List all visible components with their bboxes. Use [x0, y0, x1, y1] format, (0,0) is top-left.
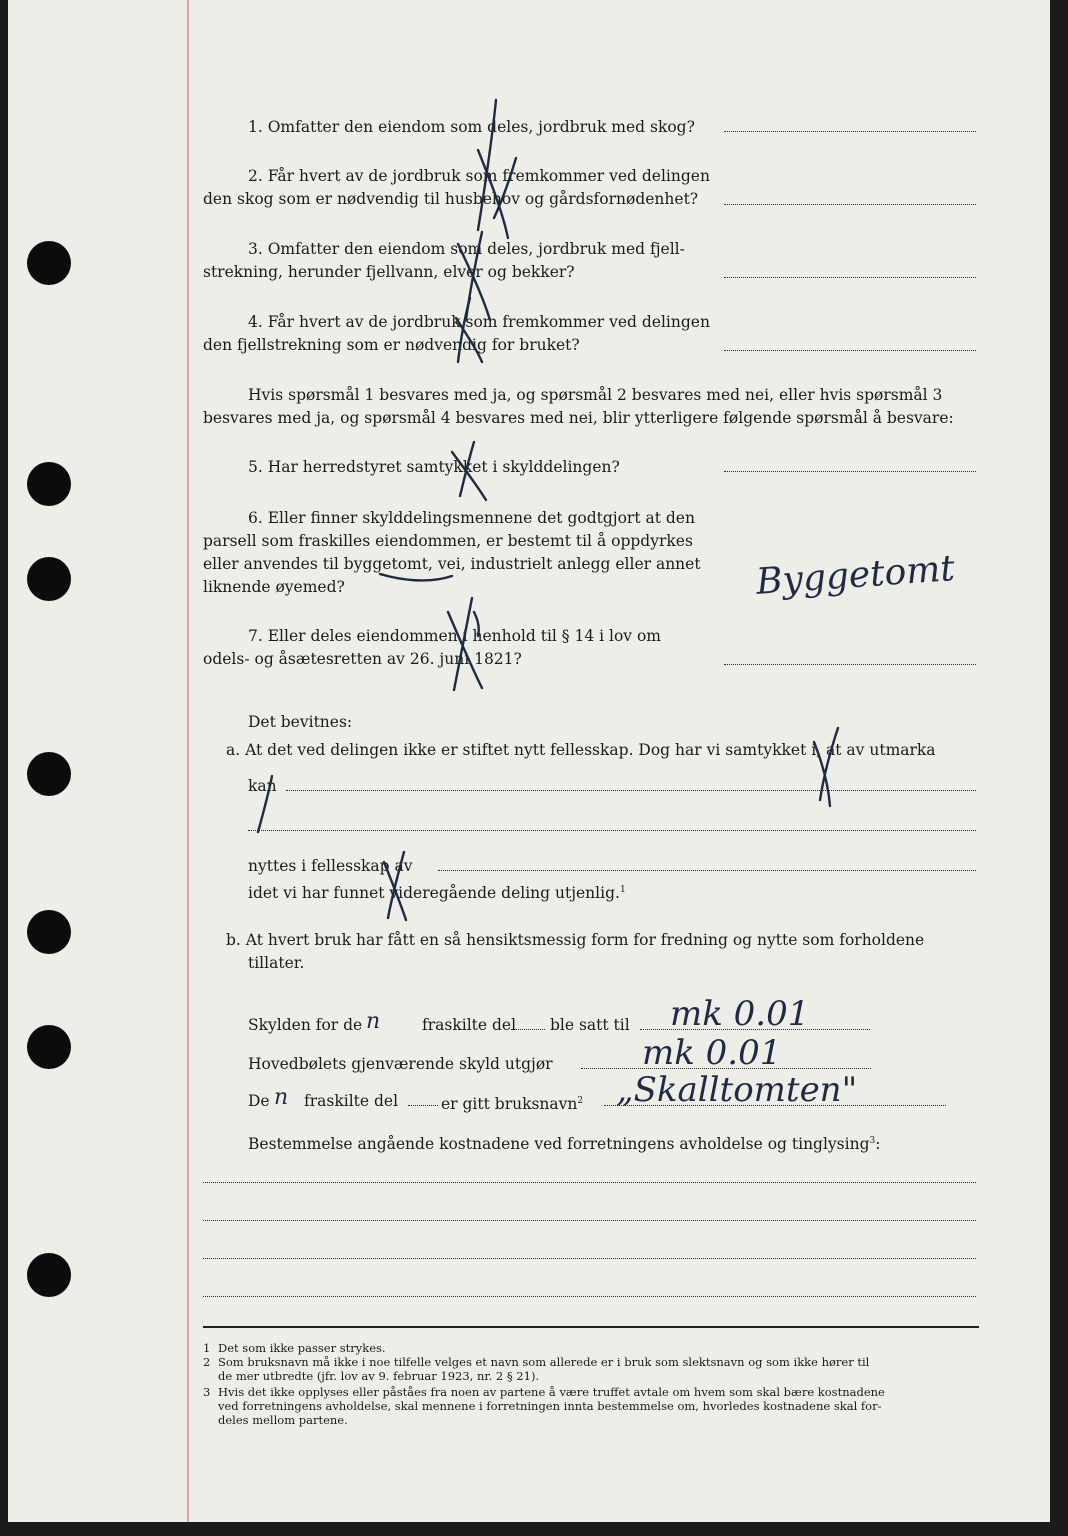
skyld-line-3-label-b: fraskilte del: [304, 1092, 399, 1110]
cost-text: Bestemmelse angående kostnadene ved forretningens avholdelse og tinglysing: [248, 1135, 870, 1154]
skyld-line-2-value: mk 0.01: [642, 1033, 782, 1073]
strike-mark-q2: [494, 158, 516, 218]
cost-colon: :: [875, 1135, 881, 1154]
underline-byggetomt: [380, 574, 452, 580]
answer-6-handwriting: Byggetomt: [754, 548, 957, 603]
testimony-heading: Det bevitnes:: [248, 713, 353, 731]
question-7-line-1: 7. Eller deles eiendommen i henhold til § 14 i lov om: [248, 627, 662, 645]
footnote-1: Det som ikke passer strykes.: [218, 1341, 386, 1355]
condition-line-1: Hvis spørsmål 1 besvares med ja, og spørsmål 2 besvares med nei, eller hvis spørsmål 3: [248, 386, 943, 404]
testimony-b-line-2: tillater.: [248, 954, 305, 972]
strike-mark-utmark: [814, 742, 830, 806]
footnote-3-line-3: deles mellom partene.: [218, 1413, 348, 1427]
question-3-line-1: 3. Omfatter den eiendom som deles, jordbruk med fjell-: [248, 240, 685, 258]
footnote-3-line-1: Hvis det ikke opplyses eller påståes fra noen av partene å være truffet avtale om hvem som skal bære kostnadene: [218, 1385, 885, 1399]
strike-mark-fellesskap: [384, 862, 406, 920]
question-2-line-2: den skog som er nødvendig til husbehov og gårdsfornødenhet?: [203, 190, 699, 208]
question-4-line-1: 4. Får hvert av de jordbruk som fremkommer ved delingen: [248, 313, 710, 331]
question-5: 5. Har herredstyret samtykket i skylddelingen?: [248, 458, 620, 476]
strike-mark-q1-q2: [478, 100, 496, 230]
skyld-line-3-label-a: De: [248, 1092, 270, 1110]
testimony-a-line-1: a. At det ved delingen ikke er stiftet nytt fellesskap. Dog har vi samtykket i, at av utmarka: [226, 741, 936, 759]
question-6-line-4: liknende øyemed?: [203, 578, 345, 596]
skyld-line-3-hand-n: n: [274, 1085, 289, 1110]
skyld-line-2-label: Hovedbølets gjenværende skyld utgjør: [248, 1055, 553, 1073]
question-3-line-2: strekning, herunder fjellvann, elver og bekker?: [203, 263, 575, 281]
footnote-3-line-2: ved forretningens avholdelse, skal mennene i forretningen innta bestemmelse om, hvorledes kostnadene skal for-: [218, 1399, 882, 1413]
strike-mark-q3-q4: [458, 244, 490, 320]
document-page: [8, 0, 1050, 1522]
question-6-line-2: parsell som fraskilles eiendommen, er bestemt til å oppdyrkes: [203, 532, 693, 550]
testimony-a-kan: kan: [248, 777, 277, 795]
strike-mark-kan: [258, 776, 272, 832]
handwritten-strike-marks: [8, 0, 1050, 1522]
skyld-line-1-label-a: Skylden for de: [248, 1016, 363, 1034]
footnote-2-number: 2: [203, 1355, 211, 1369]
strike-mark-q7: [474, 612, 479, 636]
testimony-b-line-1: b. At hvert bruk har fått en så hensiktsmessig form for fredning og nytte som forholdene: [226, 931, 925, 949]
footnote-ref-1: 1: [619, 885, 626, 895]
condition-line-2: besvares med ja, og spørsmål 4 besvares med nei, blir ytterligere følgende spørsmål å besvare:: [203, 409, 954, 427]
footnote-1-number: 1: [203, 1341, 211, 1355]
skyld-line-1-value: mk 0.01: [670, 994, 810, 1034]
question-7-line-2: odels- og åsætesretten av 26. juni 1821?: [203, 650, 522, 668]
footnote-3-number: 3: [203, 1385, 211, 1399]
strike-mark-q5: [460, 442, 474, 496]
footnote-ref-2: 2: [577, 1096, 584, 1106]
question-6-line-1: 6. Eller finner skylddelingsmennene det godtgjort at den: [248, 509, 695, 527]
testimony-a-nyttes: nyttes i fellesskap av: [248, 857, 413, 875]
bruksnavn-label: er gitt bruksnavn: [441, 1095, 578, 1114]
footnote-ref-3: 3: [869, 1136, 876, 1146]
skyld-line-1-label-c: ble satt til: [550, 1016, 630, 1034]
question-4-line-2: den fjellstrekning som er nødvendig for bruket?: [203, 336, 580, 354]
question-2-line-1: 2. Får hvert av de jordbruk som fremkommer ved delingen: [248, 167, 710, 185]
footnote-2-line-1: Som bruksnavn må ikke i noe tilfelle velges et navn som allerede er i bruk som slektsnavn og som ikke hører til: [218, 1355, 870, 1369]
idet-text: idet vi har funnet videregående deling utjenlig.: [248, 884, 620, 903]
skyld-line-1-hand-n: n: [366, 1009, 381, 1034]
question-6-line-3: eller anvendes til byggetomt, vei, industrielt anlegg eller annet: [203, 555, 701, 573]
skyld-line-3-value: „Skalltomten": [616, 1070, 858, 1110]
footnote-2-line-2: de mer utbredte (jfr. lov av 9. februar 1923, nr. 2 § 21).: [218, 1369, 540, 1383]
question-1: 1. Omfatter den eiendom som deles, jordbruk med skog?: [248, 118, 695, 136]
skyld-line-1-label-b: fraskilte del: [422, 1016, 517, 1034]
